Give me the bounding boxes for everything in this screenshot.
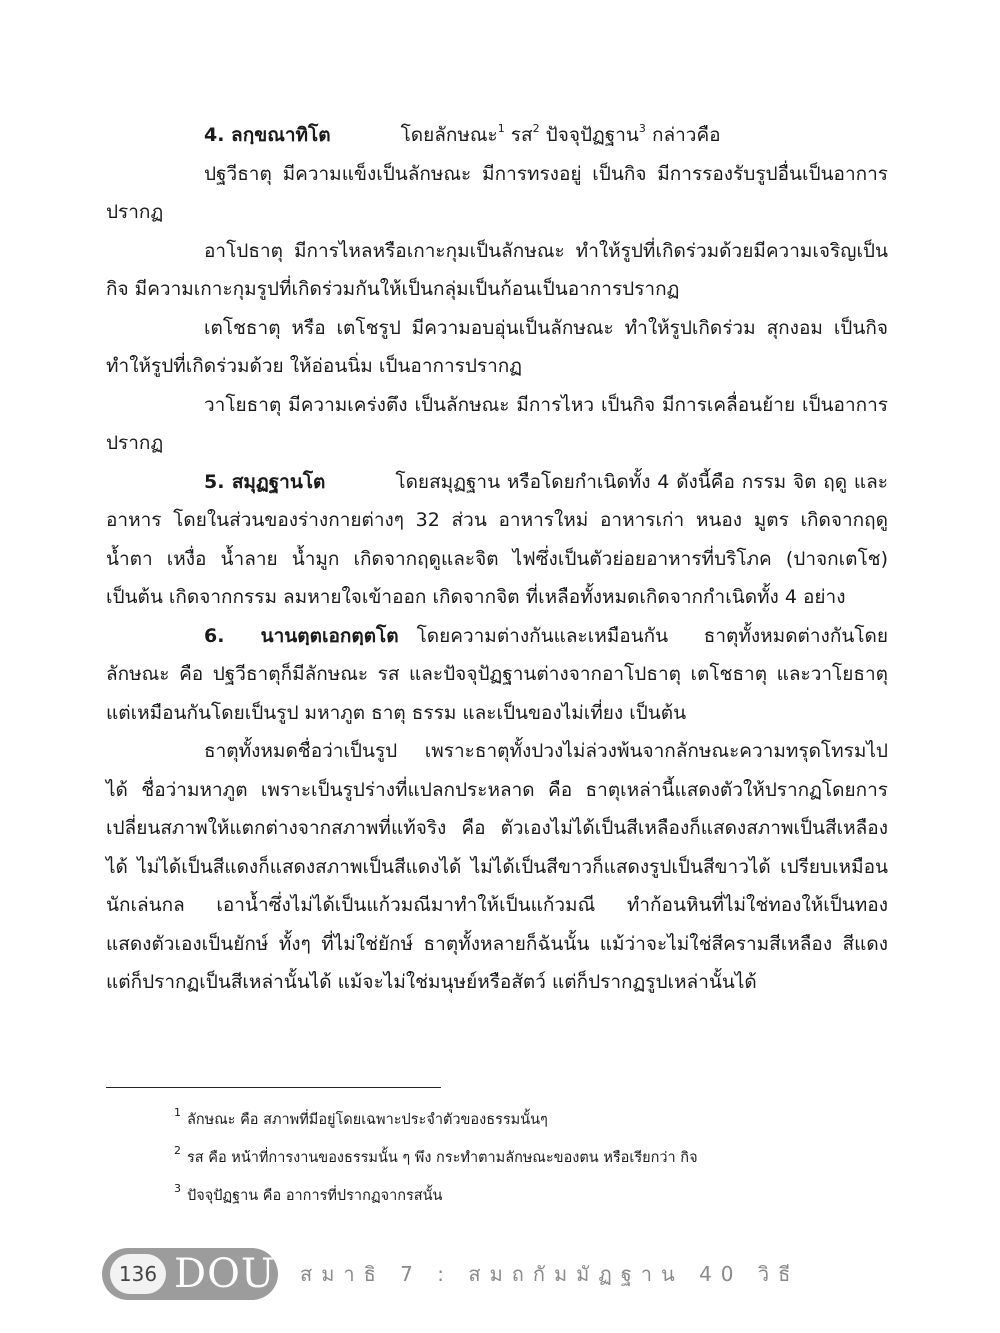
section-6-label: 6. นานตฺตเอกตฺตโต <box>204 624 399 647</box>
footnote-1 <box>174 1101 894 1139</box>
page-badge <box>102 1248 278 1300</box>
paragraph-vayo: วาโยธาตุ มีความเคร่งตึง เป็นลักษณะ มีการไหว เป็นกิจ มีการเคลื่อนย้าย เป็นอาการปรากฏ <box>106 393 888 454</box>
running-title: สมาธิ 7 : สมถกัมมัฏฐาน 40 วิธี <box>300 1262 800 1286</box>
section-4-intro-b: รส <box>504 124 533 146</box>
section-4-heading <box>106 116 888 155</box>
footnote-ref-3[interactable]: 3 <box>638 121 646 135</box>
section-4-intro-c: ปัจจุปัฏฐาน <box>539 124 639 146</box>
footnote-ref-1[interactable]: 1 <box>497 121 505 135</box>
page-footer <box>102 1248 902 1304</box>
footnote-mark: 3 <box>174 1182 181 1196</box>
closing-paragraph: ธาตุทั้งหมดชื่อว่าเป็นรูป เพราะธาตุทั้งปวงไม่ล่วงพ้นจากลักษณะความทรุดโทรมไปได้ ชื่อว่ามหาภูต เพราะเป็นรูปร่างที่แปลกประหลาด คือ ธาตุเหล่านี้แสดงตัวให้ปรากฏโดยการเปลี่ยนสภาพให้แตกต่างจากสภาพที่แท้จริง คือ ตัวเองไม่ได้เป็นสีเหลืองก็แสดงสภาพเป็นสีเหลืองได้ ไม่ได้เป็นสีแดงก็แสดงสภาพเป็นสีแดงได้ ไม่ได้เป็นสีขาวก็แสดงรูปเป็นสีขาวได้ เปรียบเหมือนนักเล่นกล เอาน้ำซึ่งไม่ได้เป็นแก้วมณีมาทำให้เป็นแก้วมณี ทำก้อนหินที่ไม่ใช่ทองให้เป็นทอง แสดงตัวเองเป็นยักษ์ ทั้งๆ ที่ไม่ใช่ยักษ์ ธาตุทั้งหลายก็ฉันนั้น แม้ว่าจะไม่ใช่สีครามสีเหลือง สีแดง แต่ก็ปรากฏเป็นสีเหล่านั้นได้ แม้จะไม่ใช่มนุษย์หรือสัตว์ แต่ก็ปรากฏรูปเหล่านั้นได้ <box>106 740 888 993</box>
footnote-mark: 2 <box>174 1144 181 1158</box>
paragraph-apo: อาโปธาตุ มีการไหลหรือเกาะกุมเป็นลักษณะ ทำให้รูปที่เกิดร่วมด้วยมีความเจริญเป็นกิจ มีความเกาะกุมรูปที่เกิดร่วมกันให้เป็นกลุ่มเป็นก้อนเป็นอาการปรากฏ <box>106 239 888 300</box>
footnote-2 <box>174 1139 894 1177</box>
body-text <box>106 116 888 1002</box>
footnote-mark: 1 <box>174 1106 181 1120</box>
footnote-text: ลักษณะ คือ สภาพที่มีอยู่โดยเฉพาะประจำตัวของธรรมนั้นๆ <box>187 1112 548 1128</box>
section-4-intro-a: โดยลักษณะ <box>400 124 498 146</box>
paragraph-pathavi: ปฐวีธาตุ มีความแข็งเป็นลักษณะ มีการทรงอยู่ เป็นกิจ มีการรองรับรูปอื่นเป็นอาการปรากฏ <box>106 162 888 223</box>
footnote-divider <box>106 1087 441 1088</box>
section-4-label: 4. ลกฺขณาทิโต <box>204 124 331 146</box>
section-5-paragraph <box>106 463 888 617</box>
section-4-intro-d: กล่าวคือ <box>645 124 721 146</box>
section-6-paragraph <box>106 617 888 733</box>
footnote-ref-2[interactable]: 2 <box>532 121 540 135</box>
paragraph-tejo: เตโชธาตุ หรือ เตโชรูป มีความอบอุ่นเป็นลักษณะ ทำให้รูปเกิดร่วม สุกงอม เป็นกิจ ทำให้รูปที่เกิดร่วมด้วย ให้อ่อนนิ่ม เป็นอาการปรากฏ <box>106 316 888 377</box>
page-number: 136 <box>110 1254 166 1294</box>
section-5-label: 5. สมุฏฐานโต <box>204 470 326 493</box>
footnotes <box>174 1101 894 1215</box>
section-5-text: โดยสมุฏฐาน หรือโดยกำเนิดทั้ง 4 ดังนี้คือ กรรม จิต ฤดู และอาหาร โดยในส่วนของร่างกายต่างๆ 32 ส่วน อาหารใหม่ อาหารเก่า หนอง มูตร เกิดจากฤดู น้ำตา เหงื่อ น้ำลาย น้ำมูก เกิดจากฤดูและจิต ไฟซึ่งเป็นตัวย่อยอาหารที่บริโภค (ปาจกเตโช) เป็นต้น เกิดจากกรรม ลมหายใจเข้าออก เกิดจากจิต ที่เหลือทั้งหมดเกิดจากกำเนิดทั้ง 4 อย่าง <box>106 470 888 608</box>
footnote-text: รส คือ หน้าที่การงานของธรรมนั้น ๆ พึง กระทำตามลักษณะของตน หรือเรียกว่า กิจ <box>187 1150 698 1166</box>
footnote-3 <box>174 1177 894 1215</box>
dou-logo: DOU <box>174 1251 276 1297</box>
section-6-text: โดยความต่างกันและเหมือนกัน ธาตุทั้งหมดต่างกันโดยลักษณะ คือ ปฐวีธาตุก็มีลักษณะ รส และปัจจุปัฏฐานต่างจากอาโปธาตุ เตโชธาตุ และวาโยธาตุ แต่เหมือนกันโดยเป็นรูป มหาภูต ธาตุ ธรรม และเป็นของไม่เที่ยง เป็นต้น <box>106 624 888 724</box>
footnote-text: ปัจจุปัฏฐาน คือ อาการที่ปรากฏจากรสนั้น <box>187 1188 443 1204</box>
